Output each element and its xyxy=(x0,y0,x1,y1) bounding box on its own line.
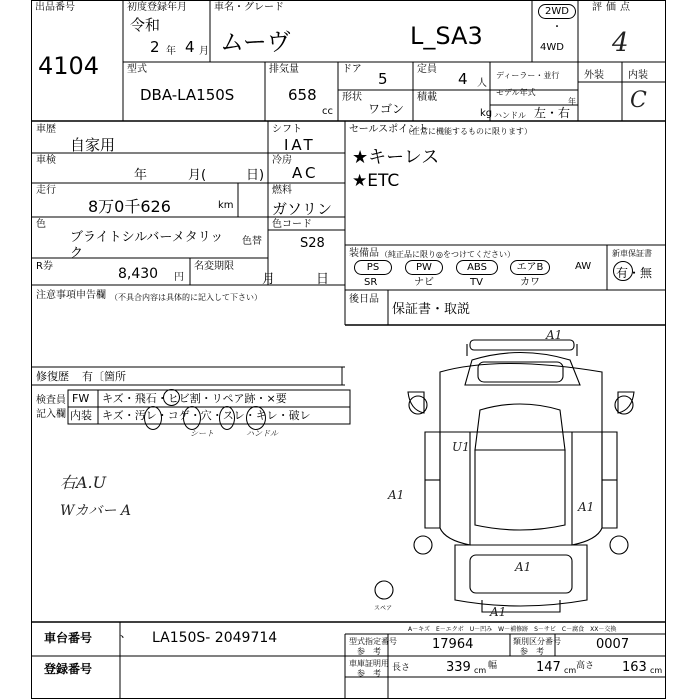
equip-tv: TV xyxy=(470,277,483,288)
capacity-value: 4 xyxy=(458,70,468,88)
repair-label: 修復歴 xyxy=(36,370,69,383)
history-value: 自家用 xyxy=(70,136,116,154)
body-label: 形状 xyxy=(342,92,362,103)
first-reg-month-unit: 月 xyxy=(199,46,209,57)
diagram-a1-left: A1 xyxy=(388,488,405,502)
sales-point-2: ★ETC xyxy=(352,171,400,191)
new-warranty-label: 新車保証書 xyxy=(612,249,652,258)
score-value: 4 xyxy=(612,28,629,58)
diagram-a1-bottom: A1 xyxy=(490,605,507,619)
recycle-label: R券 xyxy=(36,261,53,272)
displacement-label: 排気量 xyxy=(269,64,299,75)
diagram-spare-label: スペア xyxy=(374,605,393,612)
equipment-label: 装備品 xyxy=(349,248,379,259)
score-label: 評価点 xyxy=(592,2,634,13)
class-no-label-2: 参 考 xyxy=(520,647,544,656)
equip-abs: ABS xyxy=(456,260,498,275)
load-unit: kg xyxy=(480,108,493,119)
sales-label: セールスポイント xyxy=(349,124,429,135)
history-label: 車歴 xyxy=(36,124,56,135)
class-no-label-1: 類別区分番号 xyxy=(513,637,561,646)
car-diagram xyxy=(375,340,634,612)
equip-pw: PW xyxy=(405,260,443,275)
capacity-label: 定員 xyxy=(417,64,437,75)
after-value: 保証書・取説 xyxy=(392,302,471,317)
lot-number: 4104 xyxy=(38,52,100,80)
car-name-label: 車名・グレード xyxy=(214,2,284,13)
mileage-unit: km xyxy=(218,200,234,211)
new-warranty-value: 有・無 xyxy=(616,266,653,280)
diagram-u1: U1 xyxy=(452,440,470,454)
type-no-label-2: 参 考 xyxy=(357,647,381,656)
drive-sep: ・ xyxy=(552,22,562,33)
equipment-note: （純正品に限り◎をつけてください） xyxy=(380,250,515,259)
model-value: DBA-LA150S xyxy=(140,86,235,104)
hw-note-1: 右A.U xyxy=(60,473,107,492)
name-change-day: 日 xyxy=(316,272,330,287)
color-value-1: ブライトシルバーメタリッ xyxy=(70,230,224,245)
diagram-a1-right: A1 xyxy=(578,500,595,514)
inspector-label-2: 記入欄 xyxy=(36,409,66,420)
hw-handle: ハンドル xyxy=(246,429,278,438)
length-value: 339 xyxy=(446,660,471,675)
mileage-label: 走行 xyxy=(36,185,56,196)
equip-leather: カワ xyxy=(520,277,540,288)
doors-label: ドア xyxy=(342,64,362,75)
width-unit: cm xyxy=(564,666,577,675)
chassis-label: 車台番号 xyxy=(44,631,93,645)
color-code-label: 色コード xyxy=(272,219,312,230)
class-no-value: 0007 xyxy=(596,637,630,652)
diagram-a1-trunk: A1 xyxy=(515,560,532,574)
fw-items: キズ・飛石・ヒビ割・リペア跡・×要 xyxy=(102,392,287,405)
equip-aw: AW xyxy=(575,261,592,272)
equip-navi: ナビ xyxy=(414,277,434,288)
color-change-label: 色替 xyxy=(242,236,262,247)
lot-label: 出品番号 xyxy=(35,2,75,13)
displacement-unit: cc xyxy=(322,106,333,117)
fuel-value: ガソリン xyxy=(272,200,333,218)
recycle-value: 8,430 xyxy=(118,266,159,282)
sales-note: （正常に機能するものに限ります） xyxy=(404,127,532,136)
mileage-value: 8万0千626 xyxy=(88,197,171,216)
shift-label: シフト xyxy=(272,124,302,135)
cert-label-1: 車庫証明用 xyxy=(349,659,389,668)
length-unit: cm xyxy=(474,666,487,675)
recycle-unit: 円 xyxy=(174,272,184,283)
notes-note: （不具合内容は具体的に記入して下さい） xyxy=(110,293,262,302)
chassis-prefix: 、 xyxy=(120,626,133,640)
ac-label: 冷房 xyxy=(272,155,292,166)
first-reg-year-unit: 年 xyxy=(166,46,176,57)
damage-legend: A－キズ E－エクボ U－凹み W－補修跡 S－サビ C－腐食 XX－交換 xyxy=(408,626,617,633)
inspection-label: 車検 xyxy=(36,155,56,166)
cert-label-2: 参 考 xyxy=(357,669,381,678)
fuel-label: 燃料 xyxy=(272,185,292,196)
handle-value: 左・右 xyxy=(534,106,571,120)
handle-label: ハンドル xyxy=(494,111,526,120)
color-code-value: S28 xyxy=(300,236,325,251)
equip-sr: SR xyxy=(364,277,378,288)
hw-note-2: Wカバー A xyxy=(60,503,131,519)
color-value-2: ク xyxy=(70,246,84,261)
height-label: 高さ xyxy=(576,661,595,671)
drive-2wd: 2WD xyxy=(538,4,576,19)
fw-chip-circle-mark xyxy=(163,389,180,406)
name-change-label: 名変期限 xyxy=(194,261,234,272)
inspection-day: 日) xyxy=(246,168,265,183)
car-grade: L_SA3 xyxy=(410,22,483,50)
int-burn-circle-mark xyxy=(183,406,201,430)
inspection-month: 月( xyxy=(188,168,207,183)
model-year-label: モデル年式 xyxy=(496,88,536,97)
first-reg-month: 4 xyxy=(185,38,195,56)
notes-label: 注意事項申告欄 xyxy=(36,290,106,301)
doors-value: 5 xyxy=(378,70,388,88)
inspector-label-1: 検査員 xyxy=(36,395,66,406)
type-no-value: 17964 xyxy=(432,637,474,652)
car-name: ムーヴ xyxy=(220,28,291,56)
interior-insp-label: 内装 xyxy=(70,409,92,422)
shift-value: IAT xyxy=(284,136,316,154)
inspection-year: 年 xyxy=(134,168,148,183)
model-year-unit: 年 xyxy=(568,97,576,106)
interior-value: C xyxy=(630,88,647,113)
first-reg-year: 2 xyxy=(150,38,160,56)
width-label: 幅 xyxy=(488,661,498,671)
height-value: 163 xyxy=(622,660,647,675)
chassis-number: LA150S- 2049714 xyxy=(152,630,278,646)
interior-label: 内装 xyxy=(628,70,648,81)
equip-airbag: エアB xyxy=(510,260,550,275)
length-label: 長さ xyxy=(392,663,411,673)
drive-4wd: 4WD xyxy=(540,42,564,53)
type-no-label-1: 型式指定番号 xyxy=(349,637,397,646)
body-value: ワゴン xyxy=(368,102,405,116)
height-unit: cm xyxy=(650,666,663,675)
repair-value: 有〔箇所 xyxy=(82,370,126,383)
model-label: 型式 xyxy=(127,64,147,75)
fw-label: FW xyxy=(72,392,90,405)
width-value: 147 xyxy=(536,660,561,675)
hw-seat: シート xyxy=(190,429,214,438)
warranty-circle-mark xyxy=(613,261,633,281)
name-change-month: 月 xyxy=(262,272,276,287)
int-stain-circle-mark xyxy=(144,406,162,430)
dealer-label: ディーラー・並行 xyxy=(496,71,560,80)
capacity-unit: 人 xyxy=(477,78,487,89)
registration-label: 登録番号 xyxy=(44,662,93,676)
first-reg-era: 令和 xyxy=(130,16,161,34)
diagram-a1-top: A1 xyxy=(546,328,563,342)
displacement-value: 658 xyxy=(288,86,317,104)
int-wear-circle-mark xyxy=(246,406,266,430)
color-label: 色 xyxy=(36,219,46,230)
first-reg-label: 初度登録年月 xyxy=(127,2,187,13)
ac-value: AC xyxy=(292,164,319,182)
load-label: 積載 xyxy=(417,92,437,103)
equip-ps: PS xyxy=(354,260,392,275)
exterior-label: 外装 xyxy=(584,70,604,81)
after-label: 後日品 xyxy=(349,294,379,305)
sales-point-1: ★キーレス xyxy=(352,147,440,168)
int-hole-circle-mark xyxy=(219,406,235,430)
interior-insp-items: キズ・汚レ・コゲ・穴・スレ・キレ・破レ xyxy=(102,409,311,422)
